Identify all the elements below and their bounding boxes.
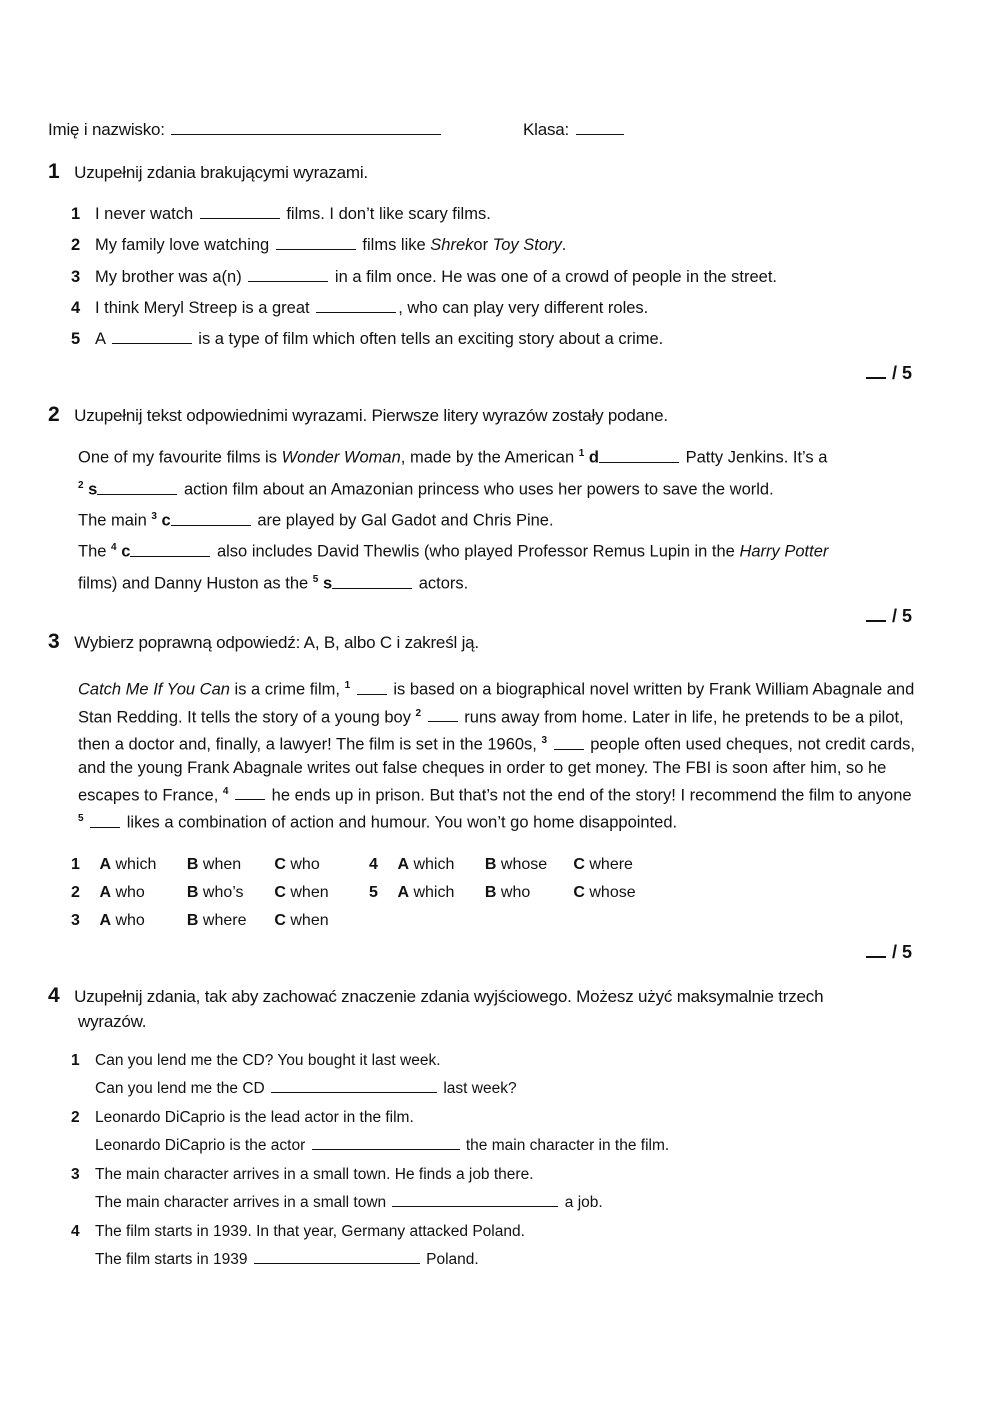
film-title: Shrek (430, 236, 474, 254)
option-text: which (413, 884, 455, 901)
film-title: Catch Me If You Can (78, 680, 230, 699)
option-letter: B (186, 912, 199, 929)
source-sentence: The main character arrives in a small town. He finds a job there. (95, 1166, 534, 1183)
option-number: 3 (71, 912, 80, 929)
option-text: which (413, 856, 455, 873)
section-3-heading (48, 630, 479, 654)
section-number: 2 (48, 403, 60, 426)
answer-blank[interactable] (171, 524, 251, 526)
item-number: 4 (71, 1223, 80, 1240)
s4-item-1-target (95, 1080, 517, 1098)
item-number: 1 (71, 1052, 80, 1069)
gap-number: 1 (344, 680, 351, 691)
section-instruction: Uzupełnij tekst odpowiednimi wyrazami. Pierwsze litery wyrazów zostały podane. (74, 406, 668, 425)
option-text: who (115, 912, 145, 929)
item-text: films. I don’t like scary films. (286, 205, 491, 223)
class-input-line[interactable] (576, 133, 624, 135)
s2-line-5 (78, 574, 468, 594)
option-b[interactable] (485, 856, 569, 874)
s4-item-2-target (95, 1137, 669, 1155)
s1-score (866, 363, 912, 384)
option-letter: A (397, 856, 410, 873)
answer-blank[interactable] (554, 748, 584, 750)
option-letter: A (99, 884, 112, 901)
s3-score (866, 942, 912, 963)
gap-number: 2 (415, 707, 422, 719)
gap-letter: s (88, 480, 98, 499)
s4-item-2-source (71, 1109, 414, 1127)
text: people often used cheques, not credit cards, and the young Frank Abagnale writes out false cheques in order to get money. The FBI is soon after him, so he escapes to France, (78, 735, 915, 804)
s3-option-row-4 (369, 856, 633, 874)
section-number: 1 (48, 160, 60, 183)
item-text: is a type of film which often tells an exciting story about a crime. (198, 330, 664, 348)
option-number: 4 (369, 856, 378, 873)
section-4-heading (48, 984, 823, 1008)
option-a[interactable] (99, 856, 182, 874)
gap-letter: s (322, 574, 333, 593)
film-title: Wonder Woman (281, 448, 401, 467)
score-label: / 5 (892, 606, 913, 626)
option-letter: C (274, 912, 286, 929)
s2-line-2 (78, 480, 774, 500)
item-text: films like (362, 236, 426, 254)
answer-blank[interactable] (316, 311, 396, 313)
target-end: last week? (443, 1080, 517, 1097)
text: action film about an Amazonian princess who uses her powers to save the world. (183, 480, 774, 499)
gap-number: 5 (312, 574, 319, 585)
answer-blank[interactable] (200, 217, 280, 219)
item-number: 4 (71, 299, 81, 317)
option-text: whose (500, 856, 548, 873)
gap-number: 2 (78, 480, 84, 491)
score-blank[interactable] (866, 376, 886, 379)
item-text: I never watch (95, 205, 194, 223)
item-text: in a film once. He was one of a crowd of people in the street. (334, 268, 777, 286)
target-end: the main character in the film. (465, 1137, 670, 1154)
option-a[interactable] (99, 912, 182, 930)
target-end: a job. (564, 1194, 603, 1211)
score-label: / 5 (892, 942, 913, 962)
s4-item-3-target (95, 1194, 603, 1212)
s3-paragraph (78, 674, 918, 835)
option-text: who (115, 884, 145, 901)
s1-item-1 (71, 205, 491, 224)
item-number: 3 (71, 268, 81, 286)
text: he ends up in prison. But that’s not the end of the story! I recommend the film to anyone (271, 786, 912, 804)
gap-number: 5 (78, 813, 84, 824)
s1-item-2 (71, 236, 566, 255)
gap-number: 3 (541, 735, 548, 746)
s2-score (866, 606, 912, 627)
text: are played by Gal Gadot and Chris Pine. (257, 511, 554, 530)
source-sentence: The film starts in 1939. In that year, Germany attacked Poland. (95, 1223, 525, 1240)
option-letter: A (99, 912, 112, 929)
option-number: 2 (71, 884, 80, 901)
section-instruction: Uzupełnij zdania brakującymi wyrazami. (74, 163, 368, 182)
item-number: 5 (71, 330, 81, 348)
answer-blank[interactable] (248, 280, 328, 282)
answer-blank[interactable] (332, 587, 412, 589)
gap-number: 1 (578, 448, 585, 459)
option-a[interactable] (99, 884, 182, 902)
answer-blank[interactable] (254, 1262, 420, 1264)
item-text: My brother was a(n) (95, 268, 242, 286)
option-letter: A (397, 884, 410, 901)
text: runs away from home. Later in life, he pretends to be a pilot, then a doctor and, finally, a lawyer! The film is set in the 1960s, (78, 708, 904, 754)
answer-blank[interactable] (357, 693, 387, 695)
item-text: . (561, 236, 567, 254)
section-instruction-cont: wyrazów. (78, 1012, 147, 1031)
s4-item-4-target (95, 1251, 479, 1269)
s3-option-row-1 (71, 856, 320, 874)
option-letter: B (484, 884, 497, 901)
text: The main (78, 511, 147, 530)
section-2-heading (48, 403, 668, 427)
s4-item-3-source (71, 1166, 534, 1184)
s2-line-1 (78, 448, 827, 468)
answer-blank[interactable] (112, 342, 192, 344)
option-letter: C (573, 856, 585, 873)
option-b[interactable] (187, 856, 270, 874)
s1-item-3 (71, 268, 777, 287)
text: actors. (418, 574, 469, 593)
s2-line-4 (78, 542, 828, 562)
option-text: where (202, 912, 247, 929)
target-start: Leonardo DiCaprio is the actor (95, 1137, 306, 1154)
s3-option-row-3 (71, 912, 329, 930)
answer-blank[interactable] (97, 493, 177, 495)
answer-blank[interactable] (428, 720, 458, 722)
section-number: 3 (48, 630, 60, 653)
option-text: when (290, 884, 329, 901)
name-input-line[interactable] (171, 133, 441, 135)
source-sentence: Leonardo DiCaprio is the lead actor in the film. (95, 1109, 414, 1126)
gap-letter: c (161, 511, 171, 530)
item-text: , who can play very different roles. (398, 299, 649, 317)
class-field-row (523, 120, 626, 140)
option-letter: C (274, 884, 286, 901)
s2-line-3 (78, 511, 554, 531)
s3-option-row-2 (71, 884, 329, 902)
option-c[interactable] (274, 856, 319, 873)
item-number: 2 (71, 236, 81, 254)
target-start: The film starts in 1939 (95, 1251, 248, 1268)
gap-letter: c (121, 542, 131, 561)
option-number: 5 (369, 884, 378, 901)
item-text: A (95, 330, 106, 348)
option-letter: C (573, 884, 585, 901)
option-text: where (589, 856, 633, 873)
text: also includes David Thewlis (who played Professor Remus Lupin in the (216, 542, 735, 561)
s1-item-5 (71, 330, 663, 349)
target-start: Can you lend me the CD (95, 1080, 265, 1097)
name-label: Imię i nazwisko: (48, 120, 165, 139)
option-letter: B (186, 856, 199, 873)
option-text: whose (589, 884, 636, 901)
gap-number: 3 (151, 511, 157, 522)
item-number: 3 (71, 1166, 80, 1183)
item-text: I think Meryl Streep is a great (95, 299, 310, 317)
answer-blank[interactable] (276, 248, 356, 250)
section-1-heading (48, 160, 368, 184)
option-b[interactable] (187, 912, 270, 930)
section-instruction: Uzupełnij zdania, tak aby zachować znaczenie zdania wyjściowego. Możesz użyć maksymalnie trzech (74, 987, 824, 1006)
film-title: Toy Story (492, 236, 562, 254)
option-letter: B (484, 856, 497, 873)
option-text: who’s (202, 884, 244, 901)
option-a[interactable] (397, 856, 480, 874)
text: One of my favourite films is (78, 448, 277, 467)
text: The (78, 542, 107, 561)
text: films) and Danny Huston as the (78, 574, 309, 593)
text: , made by the American (400, 448, 575, 467)
option-text: who (290, 856, 320, 873)
s4-item-4-source (71, 1223, 525, 1241)
name-field-row (48, 120, 443, 140)
item-text: My family love watching (95, 236, 270, 254)
answer-blank[interactable] (90, 826, 120, 828)
score-blank[interactable] (866, 619, 886, 622)
score-label: / 5 (892, 363, 913, 383)
score-blank[interactable] (866, 955, 886, 958)
text: is a crime film, (234, 680, 340, 699)
item-number: 2 (71, 1109, 80, 1126)
option-text: when (202, 856, 242, 873)
option-c[interactable] (573, 856, 633, 873)
s3-option-row-5 (369, 884, 636, 902)
option-number: 1 (71, 856, 80, 873)
answer-blank[interactable] (599, 461, 679, 463)
option-text: which (115, 856, 157, 873)
answer-blank[interactable] (235, 798, 265, 800)
answer-blank[interactable] (130, 555, 210, 557)
option-text: when (290, 912, 329, 929)
option-text: who (500, 884, 531, 901)
item-text: or (473, 236, 489, 254)
option-letter: C (274, 856, 286, 873)
gap-letter: d (588, 448, 599, 467)
text: likes a combination of action and humour. You won’t go home disappointed. (126, 813, 678, 832)
text: is based on a biographical novel written by Frank William Abagnale and Stan Redding. It tells the story of a young boy (78, 680, 915, 726)
item-number: 1 (71, 205, 81, 223)
option-c[interactable] (274, 912, 328, 929)
gap-number: 4 (111, 542, 117, 553)
section-number: 4 (48, 984, 60, 1007)
text: Patty Jenkins. It’s a (685, 448, 828, 467)
source-sentence: Can you lend me the CD? You bought it last week. (95, 1052, 441, 1069)
option-letter: B (186, 884, 199, 901)
option-b[interactable] (485, 884, 569, 902)
option-letter: A (99, 856, 112, 873)
answer-blank[interactable] (392, 1205, 558, 1207)
option-c[interactable] (274, 884, 328, 901)
gap-number: 4 (222, 785, 229, 797)
s4-item-1-source (71, 1052, 441, 1070)
class-label: Klasa: (523, 120, 570, 139)
option-a[interactable] (397, 884, 480, 902)
answer-blank[interactable] (312, 1148, 460, 1150)
option-b[interactable] (187, 884, 270, 902)
section-instruction: Wybierz poprawną odpowiedź: A, B, albo C i zakreśl ją. (74, 633, 479, 652)
answer-blank[interactable] (271, 1091, 437, 1093)
film-title: Harry Potter (739, 542, 829, 561)
s1-item-4 (71, 299, 648, 318)
option-c[interactable] (573, 884, 635, 901)
target-end: Poland. (426, 1251, 479, 1268)
target-start: The main character arrives in a small town (95, 1194, 387, 1211)
